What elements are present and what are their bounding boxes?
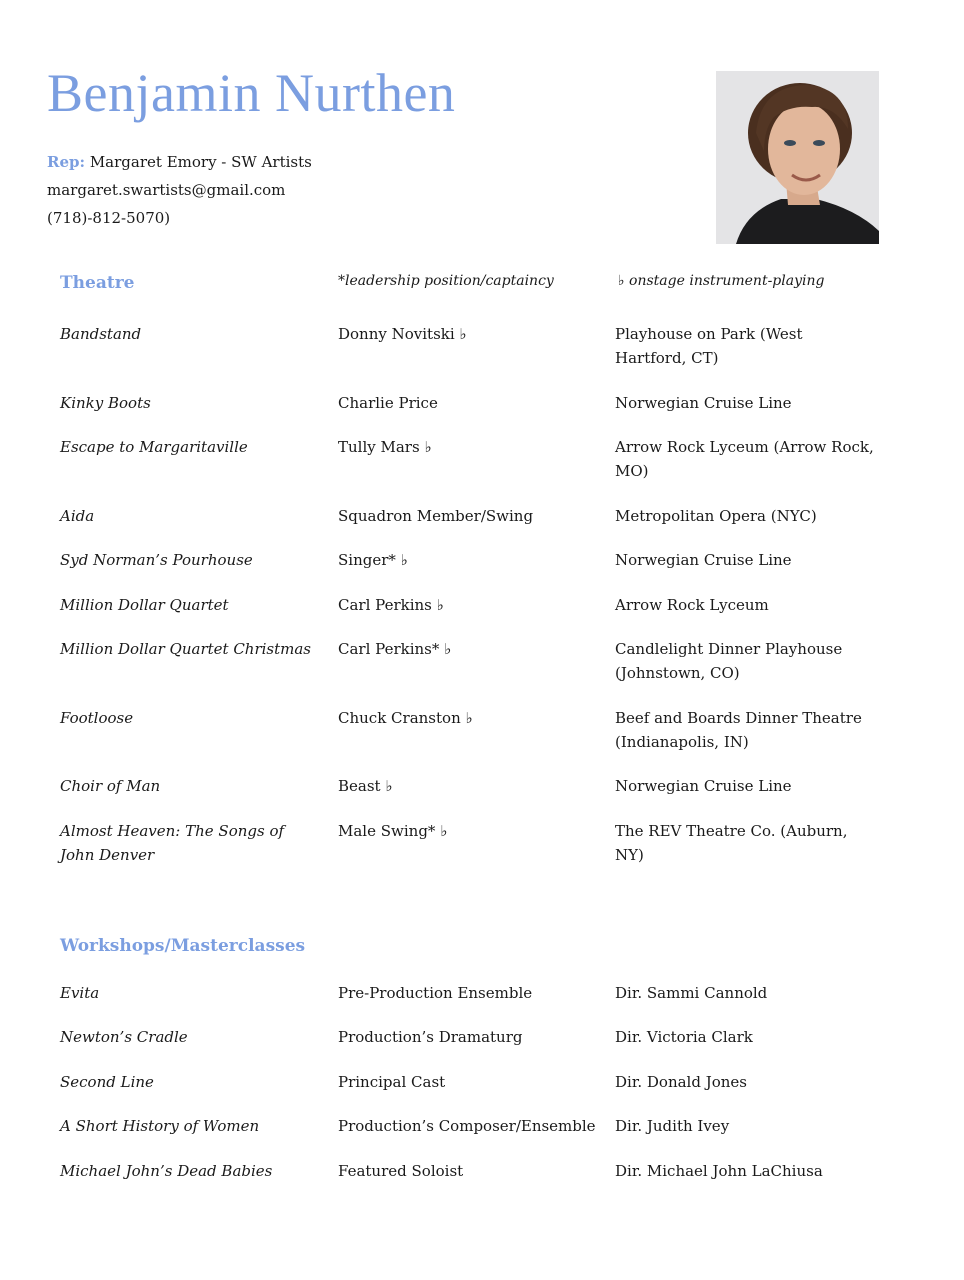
credit-role: Featured Soloist: [338, 1162, 464, 1180]
credit-show: Second Line: [60, 1073, 154, 1091]
leadership-legend: *leadership position/captaincy: [338, 273, 554, 289]
credit-venue: Arrow Rock Lyceum: [615, 596, 769, 614]
contact-block: [47, 148, 312, 232]
credit-show: Michael John’s Dead Babies: [60, 1162, 273, 1180]
credit-row: [52, 1114, 885, 1159]
workshops-section-title: Workshops/Masterclasses: [60, 936, 306, 956]
headshot-image: [716, 71, 879, 244]
credit-row: [52, 593, 885, 637]
theatre-section-title: Theatre: [60, 273, 135, 293]
credit-venue: Dir. Sammi Cannold: [615, 984, 768, 1002]
credit-role: Charlie Price: [338, 394, 438, 412]
credit-show: Footloose: [60, 709, 134, 727]
credit-role: Tully Mars ♭: [338, 438, 432, 456]
credit-show: Escape to Margaritaville: [60, 438, 248, 456]
credit-role: Donny Novitski ♭: [338, 325, 467, 343]
performer-name: Benjamin Nurthen: [47, 63, 456, 123]
credit-show: Choir of Man: [60, 777, 161, 795]
credit-show: Million Dollar Quartet Christmas: [60, 640, 312, 658]
credit-row: [52, 548, 885, 593]
credit-venue: Dir. Michael John LaChiusa: [615, 1162, 823, 1180]
credit-row: [52, 1159, 885, 1203]
credit-row: [52, 435, 885, 504]
credit-row: [52, 1025, 885, 1070]
credit-row: [52, 322, 885, 391]
credit-row: [52, 1070, 885, 1114]
credit-show: Million Dollar Quartet: [60, 596, 229, 614]
credit-row: [52, 391, 885, 435]
credit-venue: The REV Theatre Co. (Auburn, NY): [615, 822, 848, 864]
credit-venue: Norwegian Cruise Line: [615, 394, 792, 412]
credit-venue: Norwegian Cruise Line: [615, 551, 792, 569]
credit-show: A Short History of Women: [60, 1117, 260, 1135]
credit-role: Principal Cast: [338, 1073, 446, 1091]
credit-row: [52, 637, 885, 706]
credit-row: [52, 981, 885, 1025]
credit-role: Chuck Cranston ♭: [338, 709, 473, 727]
credit-role: Production’s Dramaturg: [338, 1028, 523, 1046]
credit-show: Newton’s Cradle: [60, 1028, 188, 1046]
theatre-credits-table: [52, 322, 885, 887]
credit-role: Carl Perkins ♭: [338, 596, 444, 614]
phone: (718)-812-5070): [47, 209, 171, 227]
credit-role: Male Swing* ♭: [338, 822, 448, 840]
credit-venue: Dir. Judith Ivey: [615, 1117, 730, 1135]
credit-row: [52, 774, 885, 819]
credit-role: Production’s Composer/Ensemble: [338, 1117, 596, 1135]
credit-show: Almost Heaven: The Songs of John Denver: [60, 822, 285, 864]
credit-venue: Dir. Victoria Clark: [615, 1028, 753, 1046]
rep-label: Rep:: [47, 153, 86, 171]
credit-show: Syd Norman’s Pourhouse: [60, 551, 253, 569]
credit-venue: Arrow Rock Lyceum (Arrow Rock, MO): [615, 438, 874, 480]
credit-show: Aida: [60, 507, 95, 525]
credit-role: Carl Perkins* ♭: [338, 640, 452, 658]
credit-venue: Playhouse on Park (West Hartford, CT): [615, 325, 803, 367]
credit-venue: Beef and Boards Dinner Theatre (Indianapolis, IN): [615, 709, 862, 751]
credit-role: Squadron Member/Swing: [338, 507, 534, 525]
credit-venue: Metropolitan Opera (NYC): [615, 507, 817, 525]
credit-show: Evita: [60, 984, 100, 1002]
workshops-credits-table: [52, 981, 885, 1203]
rep-value: Margaret Emory - SW Artists: [89, 153, 312, 171]
credit-venue: Norwegian Cruise Line: [615, 777, 792, 795]
credit-show: Kinky Boots: [60, 394, 151, 412]
credit-show: Bandstand: [60, 325, 142, 343]
credit-row: [52, 504, 885, 548]
credit-venue: Dir. Donald Jones: [615, 1073, 747, 1091]
credit-venue: Candlelight Dinner Playhouse (Johnstown, CO): [615, 640, 843, 682]
credit-role: Singer* ♭: [338, 551, 408, 569]
headshot-photo: [716, 71, 879, 244]
credit-role: Pre-Production Ensemble: [338, 984, 533, 1002]
credit-row: [52, 706, 885, 774]
rep-line: [47, 148, 312, 176]
credit-row: [52, 819, 885, 887]
instrument-legend: ♭ onstage instrument-playing: [618, 273, 825, 289]
credit-role: Beast ♭: [338, 777, 393, 795]
email: margaret.swartists@gmail.com: [47, 181, 286, 199]
